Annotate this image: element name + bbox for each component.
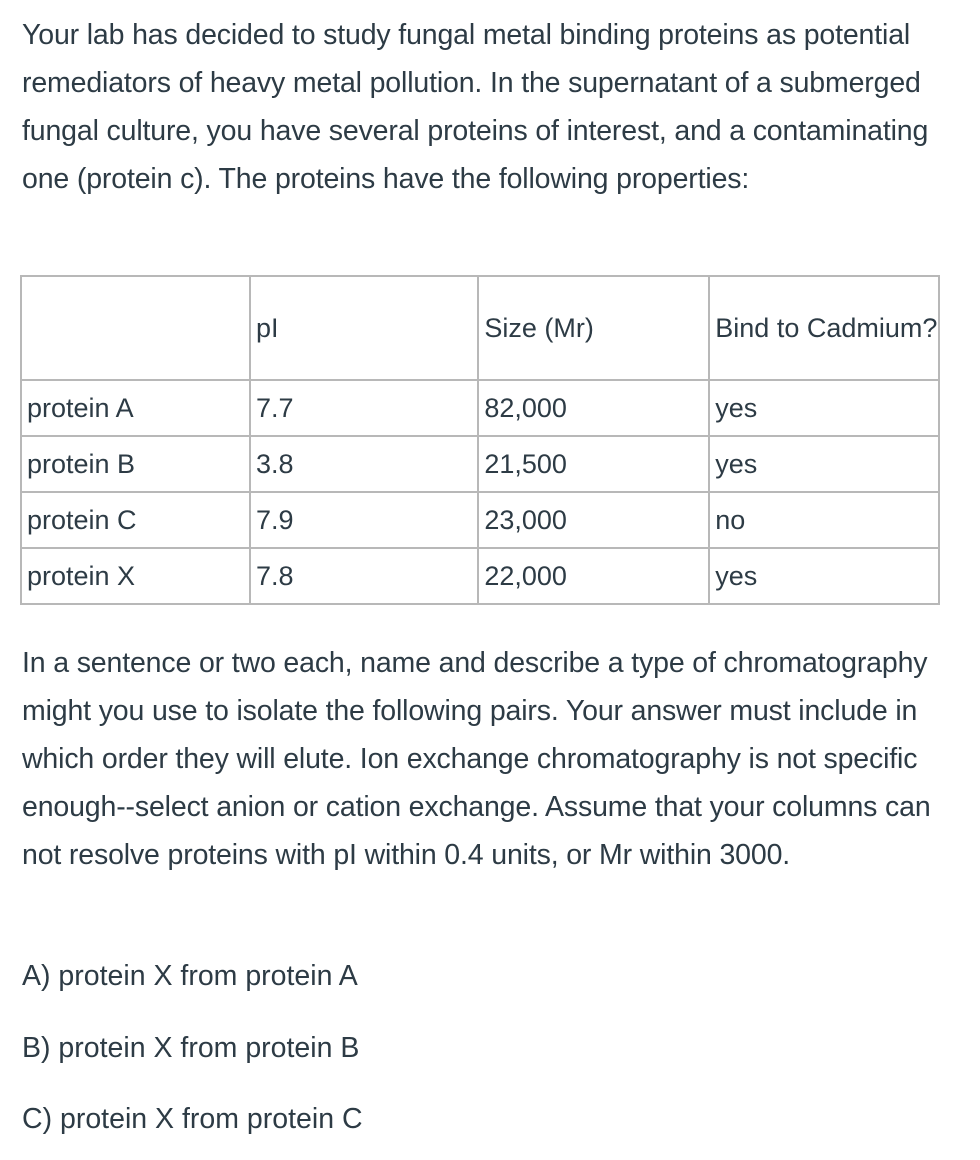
size-cell: 23,000: [478, 492, 709, 548]
protein-name-cell: protein C: [21, 492, 250, 548]
protein-properties-table: [20, 275, 940, 605]
intro-paragraph: Your lab has decided to study fungal metal binding proteins as potential remediators of heavy metal pollution. In the supernatant of a submerged fungal culture, you have several proteins of interest, and a contaminating one (protein c). The proteins have the following properties:: [22, 19, 929, 195]
pi-cell: 7.7: [250, 380, 478, 436]
protein-name-cell: protein X: [21, 548, 250, 604]
header-cell-size: Size (Mr): [478, 276, 709, 380]
table-row: [21, 492, 939, 548]
size-cell: 82,000: [478, 380, 709, 436]
pi-cell: 7.9: [250, 492, 478, 548]
size-cell: 21,500: [478, 436, 709, 492]
header-cell-protein: [21, 276, 250, 380]
pair-a-item: A) protein X from protein A: [22, 960, 358, 992]
pi-cell: 3.8: [250, 436, 478, 492]
protein-name-cell: protein B: [21, 436, 250, 492]
pi-cell: 7.8: [250, 548, 478, 604]
pair-c-item: C) protein X from protein C: [22, 1103, 363, 1135]
table-header-row: [21, 276, 939, 380]
question-paragraph: In a sentence or two each, name and describe a type of chromatography might you use to isolate the following pairs. Your answer must include in which order they will elute. Ion exchange chromatography is not specific enough--select anion or cation exchange. Assume that your columns can not resolve proteins with pI within 0.4 units, or Mr within 3000.: [22, 647, 931, 871]
cadmium-cell: no: [709, 492, 939, 548]
cadmium-cell: yes: [709, 380, 939, 436]
cadmium-cell: yes: [709, 436, 939, 492]
pair-b-item: B) protein X from protein B: [22, 1032, 360, 1064]
table-row: [21, 380, 939, 436]
header-cell-pi: pI: [250, 276, 478, 380]
size-cell: 22,000: [478, 548, 709, 604]
table-row: [21, 436, 939, 492]
header-cell-cadmium: Bind to Cadmium?: [709, 276, 939, 380]
protein-name-cell: protein A: [21, 380, 250, 436]
table-row: [21, 548, 939, 604]
cadmium-cell: yes: [709, 548, 939, 604]
